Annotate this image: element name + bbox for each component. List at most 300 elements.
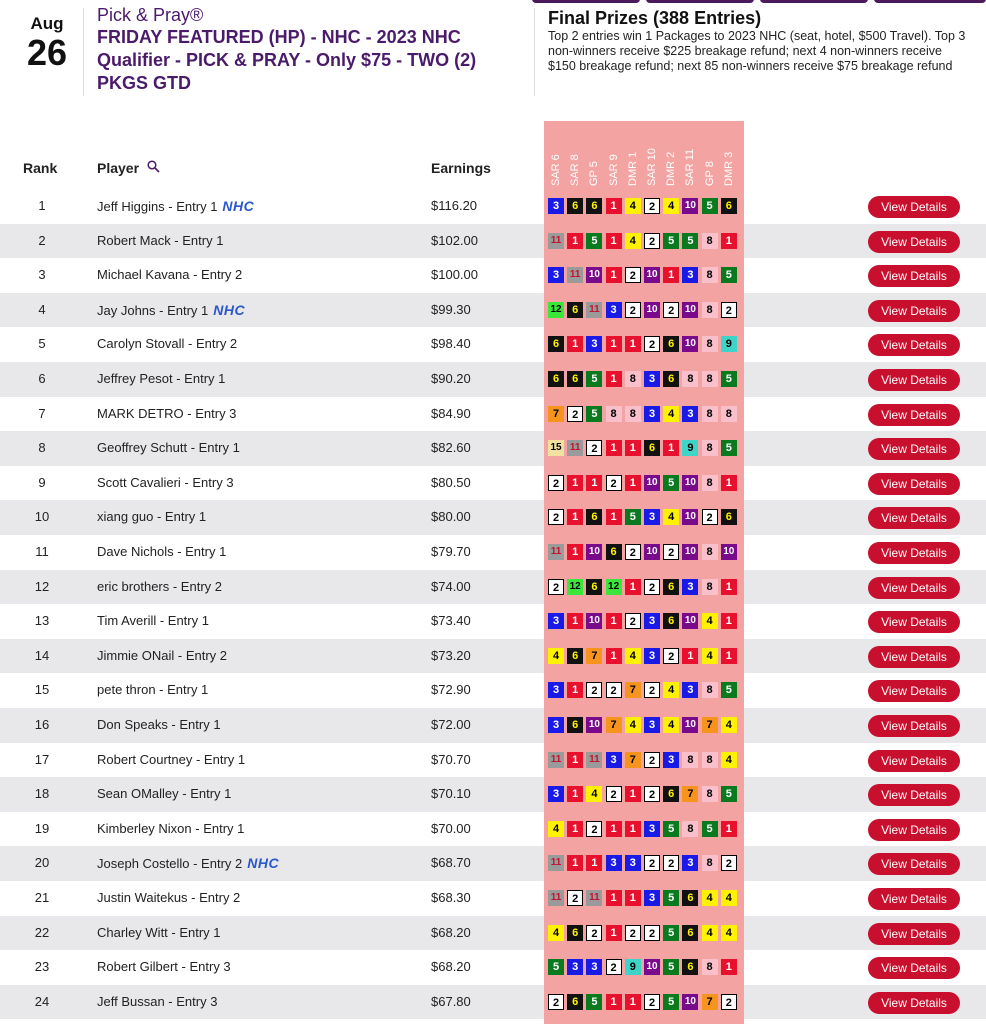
top-tab-button[interactable] <box>646 0 754 3</box>
pick-badge: 10 <box>682 509 698 525</box>
rank-cell: 9 <box>38 474 46 490</box>
earnings-cell: $79.70 <box>431 544 471 559</box>
pick-badge: 2 <box>663 544 679 560</box>
pick-badge: 6 <box>567 198 583 214</box>
pick-badge: 1 <box>625 821 641 837</box>
player-cell <box>97 881 240 916</box>
pick-badge: 2 <box>625 267 641 283</box>
pick-badge: 5 <box>682 233 698 249</box>
pick-badge: 4 <box>625 198 641 214</box>
pick-badge: 9 <box>625 959 641 975</box>
date-month: Aug <box>30 14 64 33</box>
race-header <box>663 124 679 186</box>
rank-cell: 2 <box>38 232 46 248</box>
player-name: Jeff Bussan - Entry 3 <box>97 993 218 1009</box>
pick-badge: 8 <box>606 406 622 422</box>
pick-badge: 10 <box>644 475 660 491</box>
pick-badge: 10 <box>586 267 602 283</box>
pick-badge: 1 <box>567 752 583 768</box>
picks-cell <box>544 293 744 328</box>
pick-badge: 5 <box>663 475 679 491</box>
pick-badge: 8 <box>702 579 718 595</box>
pick-badge: 10 <box>644 267 660 283</box>
pick-badge: 5 <box>586 371 602 387</box>
player-name: Don Speaks - Entry 1 <box>97 717 221 732</box>
player-name: Justin Waitekus - Entry 2 <box>97 890 241 905</box>
pick-badge: 1 <box>567 821 583 837</box>
table-row <box>0 846 986 881</box>
pick-badge: 7 <box>586 648 602 664</box>
pick-badge: 2 <box>663 648 679 664</box>
pick-badge: 8 <box>702 336 718 352</box>
pick-badge: 1 <box>625 579 641 595</box>
pick-badge: 6 <box>663 371 679 387</box>
pick-badge: 2 <box>644 994 660 1010</box>
picks-cell <box>544 327 744 362</box>
pick-badge: 4 <box>721 717 737 733</box>
pick-badge: 4 <box>625 648 641 664</box>
pick-badge: 2 <box>548 475 564 491</box>
pick-badge: 2 <box>663 855 679 871</box>
pick-badge: 8 <box>702 371 718 387</box>
pick-badge: 8 <box>702 233 718 249</box>
nhc-badge: NHC <box>247 855 280 872</box>
pick-badge: 5 <box>663 890 679 906</box>
player-header <box>97 160 160 176</box>
player-cell <box>97 466 234 501</box>
view-details-button[interactable]: View Details <box>868 853 960 875</box>
player-name: Tim Averill - Entry 1 <box>97 613 209 629</box>
pick-badge: 7 <box>702 717 718 733</box>
race-header <box>548 124 564 186</box>
pick-badge: 2 <box>721 302 737 318</box>
pick-badge: 4 <box>548 648 564 664</box>
view-details-button[interactable]: View Details <box>868 438 960 460</box>
rank-cell: 12 <box>34 578 50 594</box>
pick-badge: 4 <box>663 717 679 733</box>
pick-badge: 5 <box>663 233 679 249</box>
rank-header: Rank <box>23 160 58 176</box>
pick-badge: 2 <box>644 233 660 249</box>
pick-badge: 3 <box>644 821 660 837</box>
pick-badge: 4 <box>663 198 679 214</box>
view-details-button[interactable]: View Details <box>868 577 960 599</box>
rank-cell: 22 <box>34 924 50 940</box>
pick-badge: 4 <box>702 925 718 941</box>
pick-badge: 10 <box>682 198 698 214</box>
pick-badge: 3 <box>606 752 622 768</box>
earnings-header: Earnings <box>431 160 491 176</box>
pick-badge: 6 <box>567 925 583 941</box>
race-header <box>586 124 602 186</box>
picks-cell <box>544 639 744 674</box>
pick-badge: 11 <box>586 890 602 906</box>
pick-badge: 3 <box>548 717 564 733</box>
table-row <box>0 431 986 466</box>
prizes-text: Top 2 entries win 1 Packages to 2023 NHC (seat, hotel, $500 Travel). Top 3 non-winners receive $225 breakage refund; next 4 non-winners receive $150 breakage refund; next 85 non-winners receive $75 breakage refund <box>548 29 966 73</box>
pick-badge: 3 <box>644 717 660 733</box>
pick-badge: 2 <box>586 821 602 837</box>
pick-badge: 4 <box>721 925 737 941</box>
pick-badge: 10 <box>682 613 698 629</box>
pick-badge: 1 <box>567 475 583 491</box>
rank-cell: 23 <box>34 959 50 975</box>
player-cell <box>97 189 254 224</box>
nhc-badge: NHC <box>213 301 246 318</box>
view-details-button[interactable]: View Details <box>868 404 960 426</box>
player-name: Jay Johns - Entry 1 <box>97 302 209 318</box>
pick-badge: 3 <box>586 959 602 975</box>
race-header-label: GP 8 <box>703 161 716 186</box>
player-cell <box>97 362 225 397</box>
race-header <box>625 124 641 186</box>
pick-badge: 1 <box>567 544 583 560</box>
pick-badge: 1 <box>682 648 698 664</box>
pick-badge: 1 <box>567 682 583 698</box>
table-row <box>0 639 986 674</box>
pick-badge: 4 <box>663 406 679 422</box>
view-details-button[interactable]: View Details <box>868 715 960 737</box>
pick-badge: 3 <box>644 371 660 387</box>
pick-badge: 2 <box>548 994 564 1010</box>
player-name: Michael Kavana - Entry 2 <box>97 267 243 283</box>
nhc-badge: NHC <box>222 198 255 214</box>
view-details-button[interactable]: View Details <box>868 888 960 910</box>
pick-badge: 2 <box>567 890 583 906</box>
table-row <box>0 466 986 501</box>
pick-badge: 1 <box>625 336 641 352</box>
view-details-button[interactable]: View Details <box>868 646 960 668</box>
pick-badge: 6 <box>548 336 564 352</box>
rank-cell: 11 <box>35 544 49 559</box>
pick-badge: 2 <box>644 786 660 802</box>
picks-cell <box>544 500 744 535</box>
rank-cell: 18 <box>34 786 50 802</box>
race-header-label: DMR 2 <box>665 151 678 186</box>
player-name: Jimmie ONail - Entry 2 <box>97 647 228 663</box>
earnings-cell: $80.50 <box>431 474 471 490</box>
pick-badge: 4 <box>548 925 564 941</box>
pick-badge: 2 <box>586 682 602 698</box>
pick-badge: 1 <box>625 890 641 906</box>
player-name: Scott Cavalieri - Entry 3 <box>97 474 234 490</box>
pick-badge: 2 <box>625 544 641 560</box>
pick-badge: 6 <box>567 648 583 664</box>
contest-date <box>22 14 72 72</box>
table-row <box>0 916 986 951</box>
top-tab-button[interactable] <box>760 0 868 3</box>
pick-badge: 11 <box>548 855 564 871</box>
pick-badge: 8 <box>721 406 737 422</box>
pick-badge: 6 <box>721 198 737 214</box>
pick-badge: 8 <box>702 682 718 698</box>
view-details-button[interactable]: View Details <box>868 473 960 495</box>
pick-badge: 5 <box>663 959 679 975</box>
view-details-button[interactable]: View Details <box>868 957 960 979</box>
pick-badge: 7 <box>625 752 641 768</box>
pick-badge: 1 <box>567 855 583 871</box>
pick-badge: 4 <box>702 890 718 906</box>
race-header <box>644 124 660 186</box>
pick-badge: 2 <box>644 855 660 871</box>
pick-badge: 5 <box>625 509 641 525</box>
pick-badge: 8 <box>702 302 718 318</box>
earnings-cell: $74.00 <box>431 578 471 594</box>
pick-badge: 6 <box>567 717 583 733</box>
picks-cell <box>544 535 744 570</box>
table-row <box>0 535 986 570</box>
player-cell <box>97 639 227 674</box>
pick-badge: 4 <box>586 786 602 802</box>
pick-badge: 3 <box>663 752 679 768</box>
pick-badge: 6 <box>586 509 602 525</box>
pick-badge: 10 <box>586 544 602 560</box>
player-cell <box>97 708 221 743</box>
player-cell <box>97 500 206 535</box>
pick-badge: 5 <box>548 959 564 975</box>
pick-badge: 8 <box>702 267 718 283</box>
pick-badge: 12 <box>606 579 622 595</box>
picks-cell <box>544 570 744 605</box>
player-name: eric brothers - Entry 2 <box>97 578 222 594</box>
pick-badge: 2 <box>644 336 660 352</box>
pick-badge: 3 <box>548 613 564 629</box>
player-name: Jeff Higgins - Entry 1 <box>97 199 218 214</box>
rank-cell: 17 <box>34 751 50 767</box>
race-header-label: SAR 8 <box>569 154 582 186</box>
picks-cell <box>544 466 744 501</box>
view-details-button[interactable]: View Details <box>868 542 960 564</box>
pick-badge: 11 <box>567 440 583 456</box>
picks-cell <box>544 985 744 1020</box>
table-row <box>0 224 986 259</box>
picks-cell <box>544 812 744 847</box>
pick-badge: 3 <box>682 682 698 698</box>
pick-badge: 3 <box>682 855 698 871</box>
player-name: Sean OMalley - Entry 1 <box>97 786 232 802</box>
pick-badge: 2 <box>644 682 660 698</box>
table-row <box>0 673 986 708</box>
player-cell <box>97 604 209 639</box>
pick-badge: 11 <box>567 267 583 283</box>
pick-badge: 11 <box>548 890 564 906</box>
pick-badge: 7 <box>625 682 641 698</box>
pick-badge: 1 <box>567 509 583 525</box>
pick-badge: 5 <box>586 233 602 249</box>
pick-badge: 7 <box>548 406 564 422</box>
pick-badge: 1 <box>606 994 622 1010</box>
pick-badge: 3 <box>548 198 564 214</box>
pick-badge: 3 <box>644 509 660 525</box>
pick-badge: 3 <box>644 613 660 629</box>
view-details-button[interactable]: View Details <box>868 784 960 806</box>
view-details-button[interactable]: View Details <box>868 923 960 945</box>
top-nav-strip <box>0 0 986 4</box>
player-cell <box>97 258 242 293</box>
pick-badge: 3 <box>548 682 564 698</box>
table-row <box>0 950 986 985</box>
pick-badge: 11 <box>548 544 564 560</box>
rank-cell: 4 <box>38 301 46 317</box>
view-details-button[interactable]: View Details <box>868 507 960 529</box>
earnings-cell: $100.00 <box>431 267 478 283</box>
pick-badge: 2 <box>606 786 622 802</box>
view-details-button[interactable]: View Details <box>868 750 960 772</box>
race-header-label: DMR 3 <box>722 151 735 186</box>
view-details-button[interactable]: View Details <box>868 300 960 322</box>
pick-badge: 6 <box>682 959 698 975</box>
pick-badge: 5 <box>663 994 679 1010</box>
pick-badge: 12 <box>548 302 564 318</box>
view-details-button[interactable]: View Details <box>868 819 960 841</box>
player-cell <box>97 743 245 778</box>
pick-badge: 11 <box>586 302 602 318</box>
table-row <box>0 743 986 778</box>
player-cell <box>97 327 237 362</box>
pick-badge: 8 <box>702 959 718 975</box>
rank-cell: 13 <box>34 613 50 629</box>
table-row <box>0 258 986 293</box>
pick-badge: 6 <box>682 890 698 906</box>
race-header <box>606 124 622 186</box>
pick-badge: 1 <box>721 648 737 664</box>
pick-badge: 6 <box>663 336 679 352</box>
earnings-cell: $72.90 <box>431 682 471 698</box>
pick-badge: 10 <box>682 302 698 318</box>
pick-badge: 5 <box>721 682 737 698</box>
player-cell <box>97 397 236 432</box>
pick-badge: 6 <box>567 994 583 1010</box>
pick-badge: 4 <box>663 509 679 525</box>
pick-badge: 3 <box>548 267 564 283</box>
view-details-button[interactable]: View Details <box>868 680 960 702</box>
picks-cell <box>544 258 744 293</box>
contest-title: FRIDAY FEATURED (HP) - NHC - 2023 NHC Qualifier - PICK & PRAY - Only $75 - TWO (2) PKGS GTD <box>97 27 477 93</box>
player-cell <box>97 570 222 605</box>
pick-badge: 1 <box>606 233 622 249</box>
table-row <box>0 985 986 1020</box>
rank-cell: 14 <box>34 647 50 663</box>
earnings-cell: $102.00 <box>431 232 478 248</box>
earnings-cell: $90.20 <box>431 371 471 386</box>
view-details-button[interactable]: View Details <box>868 369 960 391</box>
picks-cell <box>544 777 744 812</box>
view-details-button[interactable]: View Details <box>868 265 960 287</box>
earnings-cell: $70.00 <box>431 820 471 836</box>
earnings-cell: $80.00 <box>431 509 471 525</box>
top-tab-button[interactable] <box>874 0 986 3</box>
pick-badge: 6 <box>644 440 660 456</box>
earnings-cell: $68.70 <box>431 855 471 871</box>
pick-badge: 8 <box>625 371 641 387</box>
rank-cell: 8 <box>38 440 46 456</box>
player-cell <box>97 535 226 570</box>
player-name: Dave Nichols - Entry 1 <box>97 544 227 559</box>
pick-badge: 4 <box>548 821 564 837</box>
pick-badge: 5 <box>721 371 737 387</box>
player-name: xiang guo - Entry 1 <box>97 509 207 525</box>
pick-badge: 2 <box>606 682 622 698</box>
pick-badge: 6 <box>663 579 679 595</box>
rank-cell: 5 <box>38 336 46 352</box>
pick-badge: 5 <box>721 440 737 456</box>
table-row <box>0 362 986 397</box>
view-details-button[interactable]: View Details <box>868 231 960 253</box>
pick-badge: 5 <box>721 267 737 283</box>
date-day: 26 <box>26 32 68 73</box>
rank-cell: 3 <box>38 267 46 283</box>
pick-badge: 6 <box>586 579 602 595</box>
race-header-label: SAR 11 <box>684 148 697 186</box>
player-name: Robert Mack - Entry 1 <box>97 232 224 248</box>
player-cell <box>97 777 231 812</box>
pick-badge: 10 <box>721 544 737 560</box>
pick-badge: 10 <box>644 302 660 318</box>
pick-badge: 6 <box>606 544 622 560</box>
view-details-button[interactable]: View Details <box>868 992 960 1014</box>
pick-badge: 7 <box>702 994 718 1010</box>
picks-cell <box>544 397 744 432</box>
earnings-cell: $73.40 <box>431 613 471 629</box>
player-name: Kimberley Nixon - Entry 1 <box>97 820 245 836</box>
pick-badge: 1 <box>606 267 622 283</box>
pick-badge: 2 <box>644 579 660 595</box>
pick-badge: 2 <box>663 302 679 318</box>
pick-badge: 2 <box>721 855 737 871</box>
picks-cell <box>544 362 744 397</box>
pick-badge: 10 <box>682 717 698 733</box>
pick-badge: 1 <box>721 821 737 837</box>
pick-badge: 7 <box>606 717 622 733</box>
view-details-button[interactable]: View Details <box>868 611 960 633</box>
rank-cell: 6 <box>38 371 46 386</box>
player-name: Geoffrey Schutt - Entry 1 <box>97 440 240 456</box>
pick-badge: 1 <box>567 336 583 352</box>
pick-badge: 9 <box>682 440 698 456</box>
pick-badge: 3 <box>682 267 698 283</box>
earnings-cell: $84.90 <box>431 405 471 421</box>
search-icon[interactable] <box>147 160 160 173</box>
pick-badge: 4 <box>702 648 718 664</box>
rank-cell: 16 <box>34 717 50 732</box>
player-cell <box>97 950 231 985</box>
race-header-label: SAR 6 <box>550 154 562 186</box>
top-tab-button[interactable] <box>532 0 640 3</box>
pick-badge: 8 <box>702 440 718 456</box>
view-details-button[interactable]: View Details <box>868 334 960 356</box>
prizes-heading: Final Prizes (388 Entries) <box>548 8 762 28</box>
pick-badge: 2 <box>625 613 641 629</box>
pick-badge: 1 <box>625 440 641 456</box>
pick-badge: 8 <box>702 786 718 802</box>
pick-badge: 10 <box>586 613 602 629</box>
pick-badge: 6 <box>548 371 564 387</box>
pick-badge: 8 <box>702 475 718 491</box>
divider <box>534 8 535 96</box>
pick-badge: 4 <box>663 682 679 698</box>
pick-badge: 1 <box>567 233 583 249</box>
pick-badge: 1 <box>721 959 737 975</box>
pick-badge: 1 <box>663 440 679 456</box>
player-cell <box>97 846 279 881</box>
race-header-label: SAR 10 <box>646 148 658 186</box>
pick-badge: 9 <box>721 336 737 352</box>
pick-badge: 3 <box>606 302 622 318</box>
view-details-button[interactable]: View Details <box>868 196 960 218</box>
pick-badge: 10 <box>682 336 698 352</box>
player-header-label: Player <box>97 160 140 176</box>
race-header-label: SAR 9 <box>607 154 620 186</box>
